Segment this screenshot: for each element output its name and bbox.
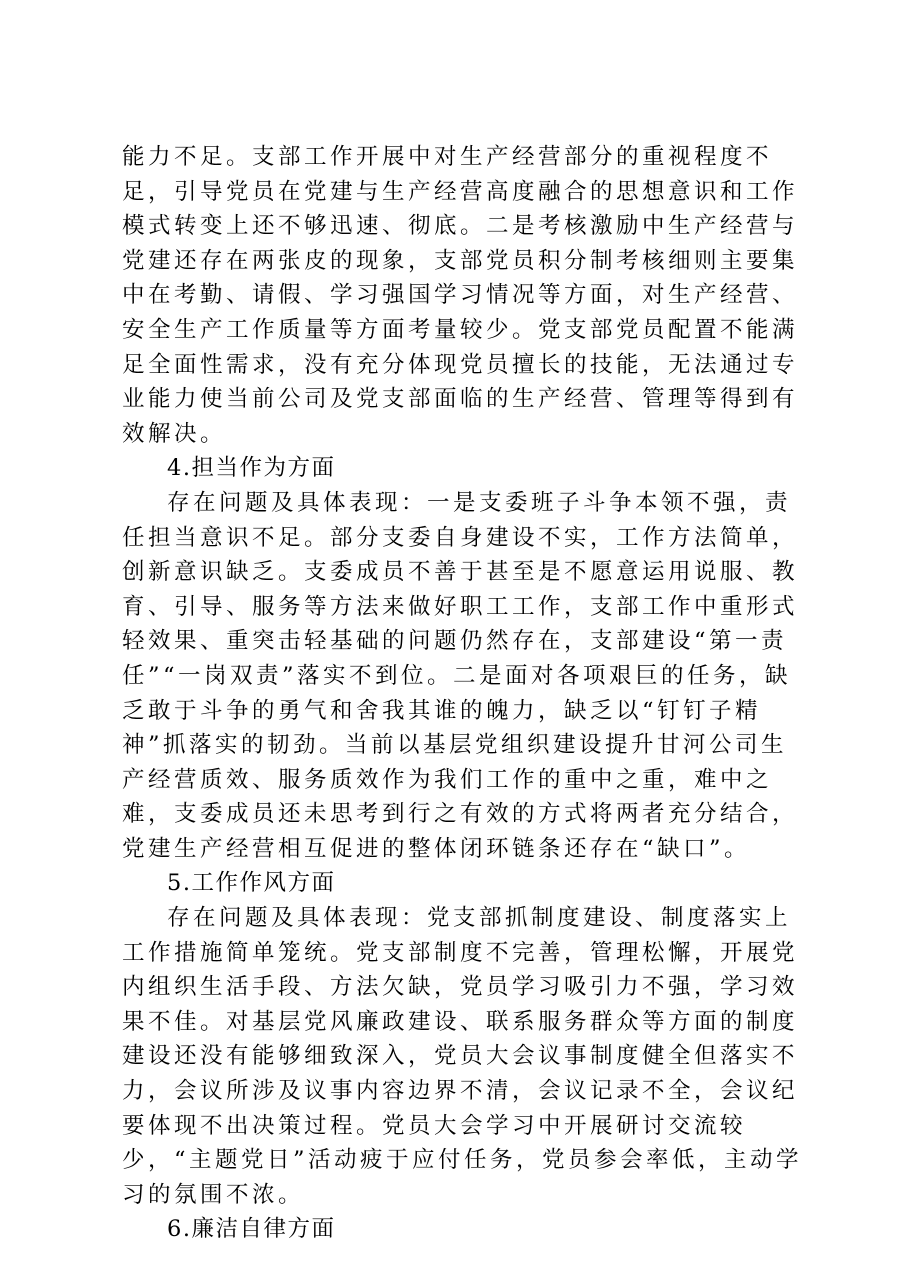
paragraph-section-5: 存在问题及具体表现：党支部抓制度建设、制度落实上工作措施简单笼统。党支部制度不完善，管理松懈，开展党内组织生活手段、方法欠缺，党员学习吸引力不强，学习效果不佳。对基层党风廉政建设、联系服务群众等方面的制度建设还没有能够细致深入，党员大会议事制度健全但落实不力，会议所涉及议事内容边界不清，会议记录不全，会议纪要体现不出决策过程。党员大会学习中开展研讨交流较少，“主题党日”活动疲于应付任务，党员参会率低，主动学习的氛围不浓。 — [122, 905, 803, 1208]
section-heading-6: 6.廉洁自律方面 — [167, 1216, 336, 1243]
document-body — [122, 140, 802, 1247]
paragraph-section-4: 存在问题及具体表现：一是支委班子斗争本领不强，责任担当意识不足。部分支委自身建设不实，工作方法简单，创新意识缺乏。支委成员不善于甚至是不愿意运用说服、教育、引导、服务等方法来做好职工工作，支部工作中重形式轻效果、重突击轻基础的问题仍然存在，支部建设“第一责任”“一岗双责”落实不到位。二是面对各项艰巨的任务，缺乏敢于斗争的勇气和舍我其谁的魄力，缺乏以“钉钉子精神”抓落实的韧劲。当前以基层党组织建设提升甘河公司生产经营质效、服务质效作为我们工作的重中之重，难中之难，支委成员还未思考到行之有效的方式将两者充分结合，党建生产经营相互促进的整体闭环链条还存在“缺口”。 — [122, 489, 799, 862]
section-heading-5: 5.工作作风方面 — [167, 870, 336, 897]
section-heading-4: 4.担当作为方面 — [167, 455, 336, 482]
paragraph-continued: 能力不足。支部工作开展中对生产经营部分的重视程度不足，引导党员在党建与生产经营高度融合的思想意识和工作模式转变上还不够迅速、彻底。二是考核激励中生产经营与党建还存在两张皮的现象，支部党员积分制考核细则主要集中在考勤、请假、学习强国学习情况等方面，对生产经营、安全生产工作质量等方面考量较少。党支部党员配置不能满足全面性需求，没有充分体现党员擅长的技能，无法通过专业能力使当前公司及党支部面临的生产经营、管理等得到有效解决。 — [122, 144, 799, 447]
